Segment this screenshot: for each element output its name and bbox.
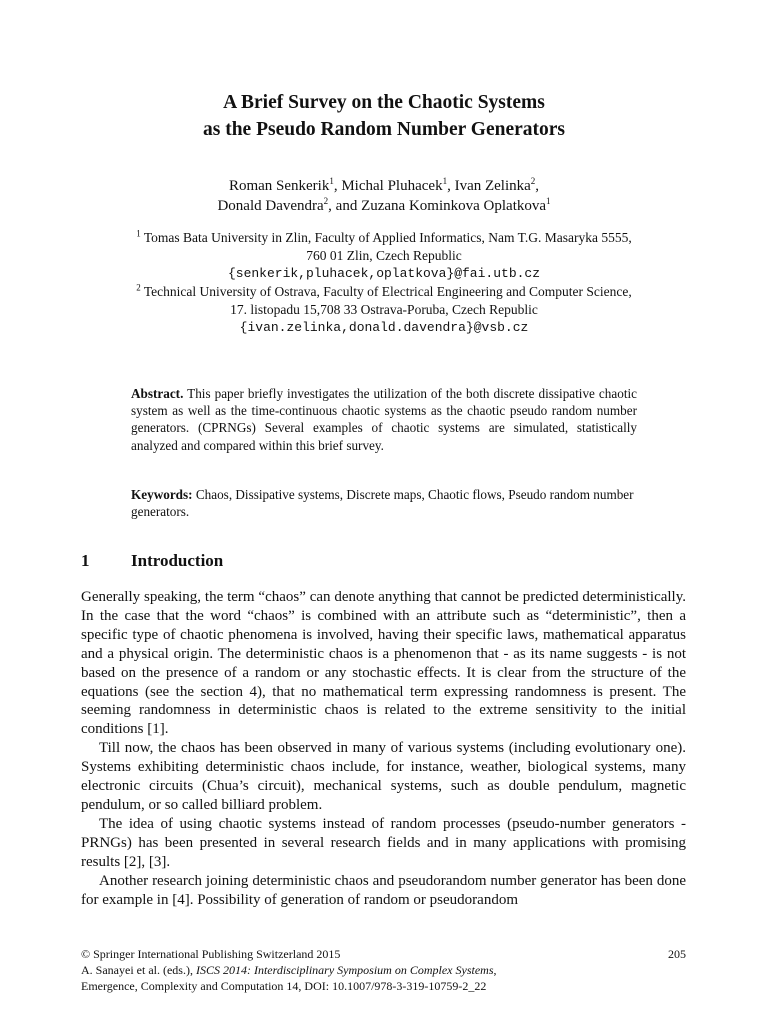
footer-doi-line: Emergence, Complexity and Computation 14, DOI: 10.1007/978-3-319-10759-2_22	[81, 979, 487, 993]
affiliation-mark: 2	[323, 196, 329, 206]
author-list	[0, 176, 768, 216]
title-line-1: A Brief Survey on the Chaotic Systems	[223, 92, 545, 113]
keywords	[131, 486, 637, 520]
affiliation-2-name: Technical University of Ostrava, Faculty of Electrical Engineering and Computer Science,	[140, 284, 632, 299]
author-name: , and Zuzana Kominkova Oplatkova	[328, 198, 547, 214]
affiliation-2-line-2: 17. listopadu 15,708 33 Ostrava-Poruba, Czech Republic	[230, 302, 538, 317]
author-line-1	[0, 176, 768, 196]
affiliations	[0, 229, 768, 337]
author-separator: ,	[535, 178, 540, 194]
body-text	[81, 588, 686, 909]
affiliation-1-name: Tomas Bata University in Zlin, Faculty of Applied Informatics, Nam T.G. Masaryka 5555,	[140, 230, 632, 245]
affiliation-mark: 1	[329, 176, 334, 186]
affiliation-2-line-1	[0, 283, 768, 301]
abstract-label: Abstract.	[131, 386, 184, 401]
author-name: , Michal Pluhacek	[333, 178, 443, 194]
copyright-notice: © Springer International Publishing Switzerland 2015	[81, 947, 341, 961]
keywords-text: Chaos, Dissipative systems, Discrete maps, Chaotic flows, Pseudo random number generators.	[131, 487, 634, 520]
series-title: ISCS 2014: Interdisciplinary Symposium on Complex Systems	[195, 963, 494, 977]
paragraph: Another research joining deterministic chaos and pseudorandom number generator has been done for example in [4]. Possibility of generation of random or pseudorandom	[81, 872, 686, 908]
author-name: , Ivan Zelinka	[447, 178, 531, 194]
paragraph: Till now, the chaos has been observed in many of various systems (including evolutionary one). Systems exhibiting deterministic chaos include, for instance, weather, biological systems, many electronic circuits (Chua’s circuit), mechanical systems, such as double pendulum, magnetic pendulum, or so called billiard problem.	[81, 740, 686, 813]
footer-copyright-row	[81, 946, 686, 962]
affiliation-1-email: {senkerik,pluhacek,oplatkova}@fai.utb.cz	[227, 266, 541, 281]
footer-citation-line	[81, 962, 686, 978]
author-line-2	[0, 196, 768, 216]
title-line-2: as the Pseudo Random Number Generators	[202, 119, 565, 140]
affiliation-2-email: {ivan.zelinka,donald.davendra}@vsb.cz	[239, 320, 529, 335]
section-number: 1	[81, 551, 90, 570]
paper-title	[0, 89, 768, 143]
affiliation-mark: 2	[136, 282, 141, 293]
section-heading	[81, 550, 223, 572]
keywords-label: Keywords:	[131, 487, 193, 502]
affiliation-mark: 1	[546, 196, 551, 206]
page-number: 205	[668, 947, 686, 961]
affiliation-mark: 1	[442, 176, 448, 186]
page-footer	[81, 946, 686, 994]
affiliation-1-line-1	[0, 229, 768, 247]
paragraph: Generally speaking, the term “chaos” can denote anything that cannot be predicted deterministically. In the case that the word “chaos” is combined with an attribute such as “deterministic”, then a specific type of chaotic phenomena is involved, having their specific laws, mathematical apparatus and a physical origin. The deterministic chaos is a phenomenon that - as its name suggests - is not based on the presence of a random or any stochastic effects. It is clear from the structure of the equations (see the section 4), that no mathematical term expressing randomness is present. The seeming randomness in deterministic chaos is related to the extreme sensitivity to the initial conditions [1].	[81, 589, 686, 738]
abstract	[131, 385, 637, 454]
series-title-end: ,	[493, 963, 497, 977]
section-title: Introduction	[131, 551, 224, 570]
affiliation-1-line-2: 760 01 Zlin, Czech Republic	[306, 248, 462, 263]
abstract-text: This paper briefly investigates the utilization of the both discrete dissipative chaotic system as well as the time-continuous chaotic systems as the chaotic pseudo random number generators. (CPRNGs) Several examples of chaotic systems are simulated, statistically analyzed and compared within this brief survey.	[131, 386, 637, 453]
paragraph: The idea of using chaotic systems instead of random processes (pseudo-number generators - PRNGs) has been presented in several research fields and in many applications with promising results [2], [3].	[81, 815, 686, 870]
author-name: Roman Senkerik	[228, 178, 330, 194]
editors: A. Sanayei et al. (eds.),	[81, 963, 196, 977]
affiliation-mark: 1	[136, 228, 141, 239]
author-name: Donald Davendra	[217, 198, 324, 214]
affiliation-mark: 2	[530, 176, 536, 186]
